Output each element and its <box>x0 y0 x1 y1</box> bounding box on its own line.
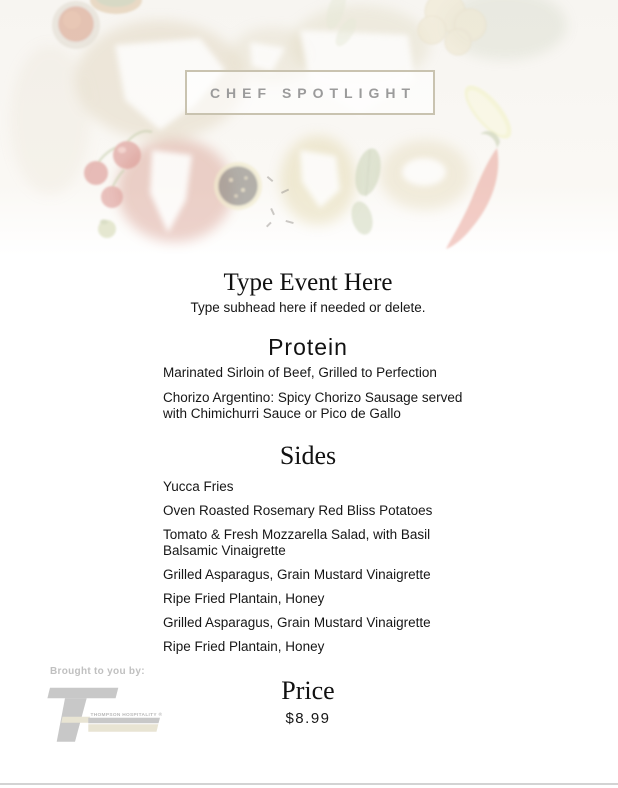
section-heading-sides: Sides <box>279 441 337 471</box>
event-title-placeholder: Type Event Here <box>223 269 393 296</box>
spice-world-map-illustration <box>0 0 618 256</box>
section-price <box>150 677 466 727</box>
herb-bowl-illustration <box>90 0 142 14</box>
logo-t-bar <box>47 688 118 699</box>
section-protein <box>150 334 466 422</box>
section-heading-price: Price <box>281 676 335 706</box>
event-subhead-placeholder: Type subhead here if needed or delete. <box>190 300 426 315</box>
menu-item: Ripe Fried Plantain, Honey <box>163 591 325 607</box>
menu-item: Oven Roasted Rosemary Red Bliss Potatoes <box>163 503 433 519</box>
paprika-bowl-illustration <box>52 1 100 49</box>
menu-item: Grilled Asparagus, Grain Mustard Vinaigrette <box>163 615 431 631</box>
section-sides <box>150 442 466 655</box>
menu-item: Yucca Fries <box>163 479 234 495</box>
lemon-wedge-illustration <box>457 78 519 145</box>
logo-cream-bar <box>88 724 158 731</box>
menu-item: Ripe Fried Plantain, Honey <box>163 639 325 655</box>
page-bottom-edge <box>0 783 618 785</box>
section-heading-protein: Protein <box>268 334 348 360</box>
menu-item: Chorizo Argentino: Spicy Chorizo Sausage served with Chimichurri Sauce or Pico de Gallo <box>163 390 463 422</box>
logo-gray-bar <box>88 718 160 724</box>
menu-item: Marinated Sirloin of Beef, Grilled to Perfection <box>163 365 437 381</box>
logo-wordmark: THOMPSON HOSPITALITY ® <box>90 713 163 718</box>
menu-content <box>150 256 466 727</box>
chef-spotlight-badge <box>185 70 435 115</box>
chef-spotlight-badge-label: CHEF SPOTLIGHT <box>209 84 417 101</box>
menu-item: Tomato & Fresh Mozzarella Salad, with Basil Balsamic Vinaigrette <box>163 527 431 559</box>
thompson-hospitality-logo <box>45 686 170 746</box>
hero-banner <box>0 0 618 256</box>
price-value: $8.99 <box>285 709 331 727</box>
pepper-bowl-illustration <box>214 162 262 210</box>
brought-to-you-by-label: Brought to you by: <box>50 666 145 677</box>
menu-item: Grilled Asparagus, Grain Mustard Vinaigrette <box>163 567 431 583</box>
logo-cream-stripe <box>61 717 90 723</box>
